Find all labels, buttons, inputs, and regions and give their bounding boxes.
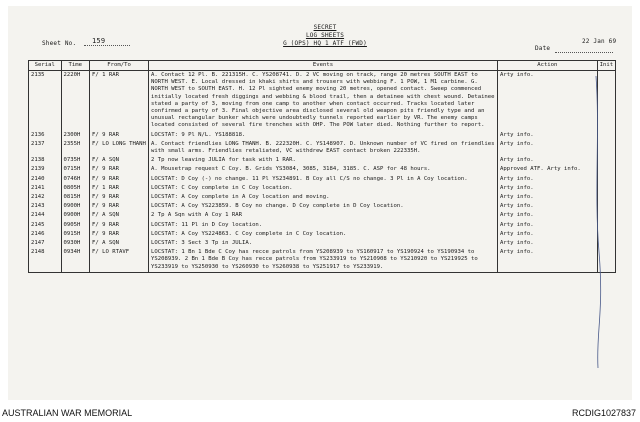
date-value: 22 Jan 69	[582, 38, 617, 45]
serial-cell: 2137	[29, 140, 62, 156]
col-time: Time	[61, 61, 89, 71]
action-cell: Arty info.	[497, 239, 597, 248]
serial-cell: 2146	[29, 230, 62, 239]
events-cell: LOCSTAT: 11 Pl in D Coy location.	[149, 221, 498, 230]
time-cell: 0900H	[61, 202, 89, 211]
action-cell: Arty info.	[497, 248, 597, 272]
sheet-label: Sheet No.	[42, 40, 77, 47]
action-cell: Arty info.	[497, 184, 597, 193]
col-events: Events	[149, 61, 498, 71]
table-row	[29, 140, 616, 156]
action-cell: Arty info.	[497, 193, 597, 202]
action-cell: Approved ATF. Arty info.	[497, 165, 597, 174]
log-table	[28, 60, 616, 273]
events-cell: LOCSTAT: 1 Bn 1 Bde C Coy has recce patrols from YS208939 to YS160917 to YS190924 to YS190934 to YS208939. 2 Bn 1 Bde B Coy has recce patrols from YS233919 to YS210908 to YS210920 to YS219925 to YS233919 to YS250930 to YS260930 to YS260938 to YS251917 to YS233919.	[149, 248, 498, 272]
col-from-to: From/To	[90, 61, 149, 71]
serial-cell: 2148	[29, 248, 62, 272]
events-cell: A. Contact 12 Pl. B. 221315H. C. YS208741. D. 2 VC moving on track, range 20 metres SOUTH EAST to NORTH WEST. E. Local dressed in khaki shirts and trousers with webbing F. 1 POW, 1 M1 carbine. G. NORTH WEST to SOUTH EAST. H. 12 Pl sighted enemy moving 20 metres, opened contact. Sweep commenced initially located fresh diggings and webbing & blood trail, then a detainee with chest wound. Detainee stated a party of 3, moving from one camp to another when contact occurred. Tracks located later confirmed a party of 3. Final objective area disclosed several old weapon pits friendly type and an unusual rectangular bunker which were undoubtedly tunnels reported earlier by VR. The enemy camps located consisted of several fire trenches with OHP. The POW later died. Nothing further to report.	[149, 71, 498, 131]
time-cell: 0735H	[61, 156, 89, 165]
table-row	[29, 71, 616, 131]
date-line	[555, 52, 613, 53]
from-to-cell: F/ 9 RAR	[90, 175, 149, 184]
time-cell: 0805H	[61, 184, 89, 193]
from-to-cell: F/ A SQN	[90, 211, 149, 220]
action-cell: Arty info.	[497, 221, 597, 230]
time-cell: 2220H	[61, 71, 89, 131]
events-cell: LOCSTAT: A Coy complete in A Coy location and moving.	[149, 193, 498, 202]
action-cell: Arty info.	[497, 131, 597, 140]
time-cell: 0746H	[61, 175, 89, 184]
events-cell: LOCSTAT: C Coy complete in C Coy location.	[149, 184, 498, 193]
serial-cell: 2139	[29, 165, 62, 174]
action-cell: Arty info.	[497, 71, 597, 131]
table-row	[29, 202, 616, 211]
col-serial: Serial	[29, 61, 62, 71]
events-cell: LOCSTAT: D Coy (-) no change. 11 Pl YS234891. B Coy all C/S no change. 3 Pl in A Coy location.	[149, 175, 498, 184]
table-header-row	[29, 61, 616, 71]
serial-cell: 2145	[29, 221, 62, 230]
time-cell: 0905H	[61, 221, 89, 230]
table-row	[29, 165, 616, 174]
action-cell: Arty info.	[497, 175, 597, 184]
table-row	[29, 175, 616, 184]
table-row	[29, 184, 616, 193]
time-cell: 0900H	[61, 211, 89, 220]
action-cell: Arty info.	[497, 140, 597, 156]
events-cell: LOCSTAT: 3 Sect 3 Tp in JULIA.	[149, 239, 498, 248]
from-to-cell: F/ 9 RAR	[90, 230, 149, 239]
table-row	[29, 193, 616, 202]
time-cell: 0915H	[61, 230, 89, 239]
from-to-cell: F/ A SQN	[90, 239, 149, 248]
from-to-cell: F/ 9 RAR	[90, 221, 149, 230]
events-cell: LOCSTAT: 9 Pl N/L. YS188818.	[149, 131, 498, 140]
action-cell: Arty info.	[497, 230, 597, 239]
events-cell: 2 Tp A Sqn with A Coy 1 RAR	[149, 211, 498, 220]
serial-cell: 2140	[29, 175, 62, 184]
table-row	[29, 239, 616, 248]
serial-cell: 2143	[29, 202, 62, 211]
serial-cell: 2138	[29, 156, 62, 165]
serial-cell: 2135	[29, 71, 62, 131]
date-label: Date	[535, 45, 551, 52]
events-cell: 2 Tp now leaving JULIA for task with 1 RAR.	[149, 156, 498, 165]
table-row	[29, 230, 616, 239]
serial-cell: 2142	[29, 193, 62, 202]
from-to-cell: F/ 1 RAR	[90, 184, 149, 193]
from-to-cell: F/ LO LONG THANH	[90, 140, 149, 156]
footer-archive-name: AUSTRALIAN WAR MEMORIAL	[2, 408, 133, 418]
from-to-cell: F/ 9 RAR	[90, 165, 149, 174]
action-cell: Arty info.	[497, 211, 597, 220]
time-cell: 0930H	[61, 239, 89, 248]
events-cell: A. Contact friendlies LONG THANH. B. 222320H. C. YS148907. D. Unknown number of VC fired on friendlies with small arms. Friendlies retaliated, VC withdrew EAST contact broken 222335H.	[149, 140, 498, 156]
events-cell: LOCSTAT: A Coy YS224863. C Coy complete in C Coy location.	[149, 230, 498, 239]
from-to-cell: F/ 9 RAR	[90, 131, 149, 140]
action-cell: Arty info.	[497, 156, 597, 165]
col-action: Action	[497, 61, 597, 71]
from-to-cell: F/ A SQN	[90, 156, 149, 165]
serial-cell: 2136	[29, 131, 62, 140]
unit-label: G (OPS) HQ 1 ATF (FWD)	[283, 40, 367, 47]
table-row	[29, 221, 616, 230]
events-cell: LOCSTAT: A Coy YS223859. B Coy no change. D Coy complete in D Coy location.	[149, 202, 498, 211]
table-row	[29, 156, 616, 165]
serial-cell: 2147	[29, 239, 62, 248]
from-to-cell: F/ 1 RAR	[90, 71, 149, 131]
serial-cell: 2141	[29, 184, 62, 193]
footer-record-id: RCDIG1027837	[571, 408, 636, 418]
from-to-cell: F/ LO RTAVF	[90, 248, 149, 272]
margin-pen-line	[590, 72, 610, 372]
from-to-cell: F/ 9 RAR	[90, 193, 149, 202]
classification-label: SECRET	[313, 24, 337, 31]
from-to-cell: F/ 9 RAR	[90, 202, 149, 211]
col-init: Init	[597, 61, 615, 71]
log-title: LOG SHEETS	[305, 32, 345, 39]
table-row	[29, 131, 616, 140]
sheet-number: 159	[92, 37, 106, 45]
serial-cell: 2144	[29, 211, 62, 220]
time-cell: 0715H	[61, 165, 89, 174]
table-row	[29, 211, 616, 220]
table-row	[29, 248, 616, 272]
time-cell: 2355H	[61, 140, 89, 156]
time-cell: 0815H	[61, 193, 89, 202]
sheet-number-line	[84, 45, 130, 46]
events-cell: A. Mousetrap request C Coy. B. Grids YS3084, 3085, 3184, 3185. C. ASP for 48 hours.	[149, 165, 498, 174]
time-cell: 2300H	[61, 131, 89, 140]
time-cell: 0934H	[61, 248, 89, 272]
action-cell: Arty info.	[497, 202, 597, 211]
